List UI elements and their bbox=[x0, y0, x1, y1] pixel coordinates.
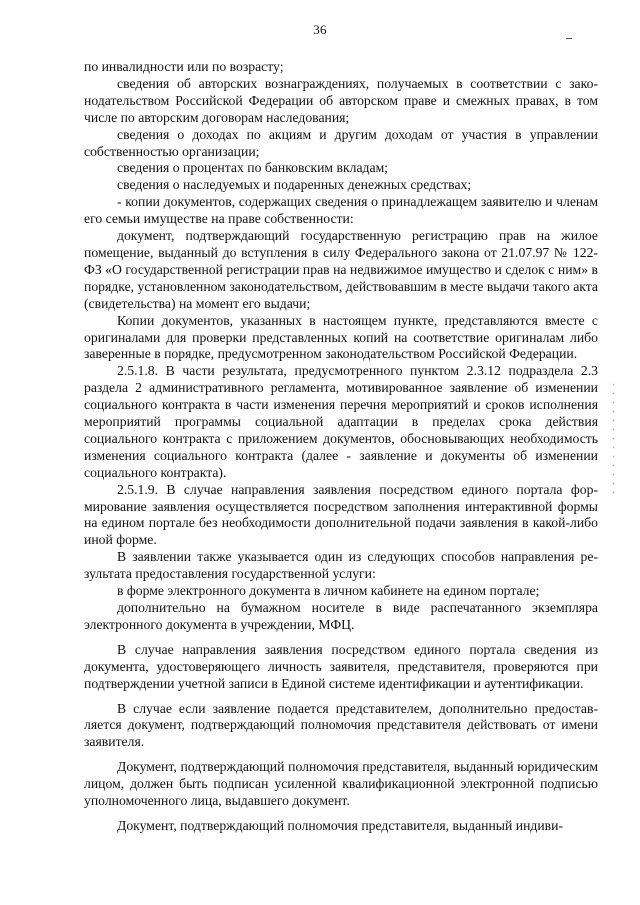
paragraph-electronic-cabinet: в форме электронного документа в личном кабинете на едином портале; bbox=[117, 583, 540, 599]
paragraph-identity-check: В случае направления заявления посредством единого портала сведения из документа, удостоверяющего личность заявителя, представителя, проверяются при подтверждении учетной записи в Единой системе идентификации и аутентификации. bbox=[84, 641, 598, 691]
paragraph-author-fees: сведения об авторских вознаграждениях, получаемых в соответствии с законодательством Российской Федерации об авторском праве и смежных правах, в том числе по авторским договорам наследования; bbox=[84, 75, 598, 125]
paragraph-property-copies: - копии документов, содержащих сведения о принадлежащем заявителю и членам его семьи имуществе на праве собственности: bbox=[84, 194, 598, 227]
scan-artifact bbox=[612, 380, 615, 500]
paragraph-continuation: по инвалидности или по возрасту; bbox=[84, 59, 284, 74]
document-body bbox=[84, 59, 598, 835]
paragraph-copies-originals: Копии документов, указанных в настоящем пункте, представляются вместе с оригиналами для проверки представленных копий на соответствие оригиналам либо заверенные в порядке, предусмотренном законодательством Российской Федерации. bbox=[84, 312, 598, 362]
paragraph-representative: В случае если заявление подается представителем, дополнительно предоставляется документ, подтверждающий полномочия представителя действовать от имени заявителя. bbox=[84, 700, 598, 750]
paragraph-result-methods: В заявлении также указывается один из следующих способов направления результата предоставления государственной услуги: bbox=[84, 549, 598, 582]
paragraph-paper-copy: дополнительно на бумажном носителе в виде распечатанного экземпляра электронного документа в учреждении, МФЦ. bbox=[84, 600, 598, 632]
paragraph-registration-document: документ, подтверждающий государственную регистрацию прав на жилое помещение, выданный до вступления в силу Федерального закона от 21.07.97 № 122-ФЗ «О государственной регистрации прав на недвижимое имущество и сделок с ним» в порядке, установленном законодательством, действовавшим в месте выдачи такого акта (свидетельства) на момент его выдачи; bbox=[84, 228, 598, 311]
page-number: 36 bbox=[313, 22, 327, 37]
paragraph-clause-2-5-1-9: 2.5.1.9. В случае направления заявления посредством единого портала формирование заявления осуществляется посредством заполнения интерактивной формы на едином портале без необходимости дополнительной подачи заявления в какой-либо иной форме. bbox=[84, 481, 598, 548]
paragraph-clause-2-5-1-8: 2.5.1.8. В части результата, предусмотренного пунктом 2.3.12 подраздела 2.3 раздела 2 административного регламента, мотивированное заявление об изменении социального контракта в части изменения перечня мероприятий и сроков исполнения мероприятий программы социальной адаптации в пределах срока действия социального контракта с приложением документов, обосновывающих необходимость изменения социального контракта (далее - заявление и документы об изменении социального контракта). bbox=[84, 363, 598, 480]
paragraph-individual-entrepreneur: Документ, подтверждающий полномочия представителя, выданный индиви- bbox=[117, 817, 564, 833]
scan-mark bbox=[566, 38, 572, 39]
paragraph-inherited-funds: сведения о наследуемых и подаренных денежных средствах; bbox=[117, 177, 472, 193]
paragraph-bank-interest: сведения о процентах по банковским вкладам; bbox=[117, 160, 389, 176]
paragraph-legal-entity-signature: Документ, подтверждающий полномочия представителя, выданный юридическим лицом, должен быть подписан усиленной квалификационной электронной подписью уполномоченного лица, выдавшего документ. bbox=[84, 759, 598, 809]
paragraph-share-income: сведения о доходах по акциям и другим доходам от участия в управлении собственностью организации; bbox=[84, 126, 598, 159]
